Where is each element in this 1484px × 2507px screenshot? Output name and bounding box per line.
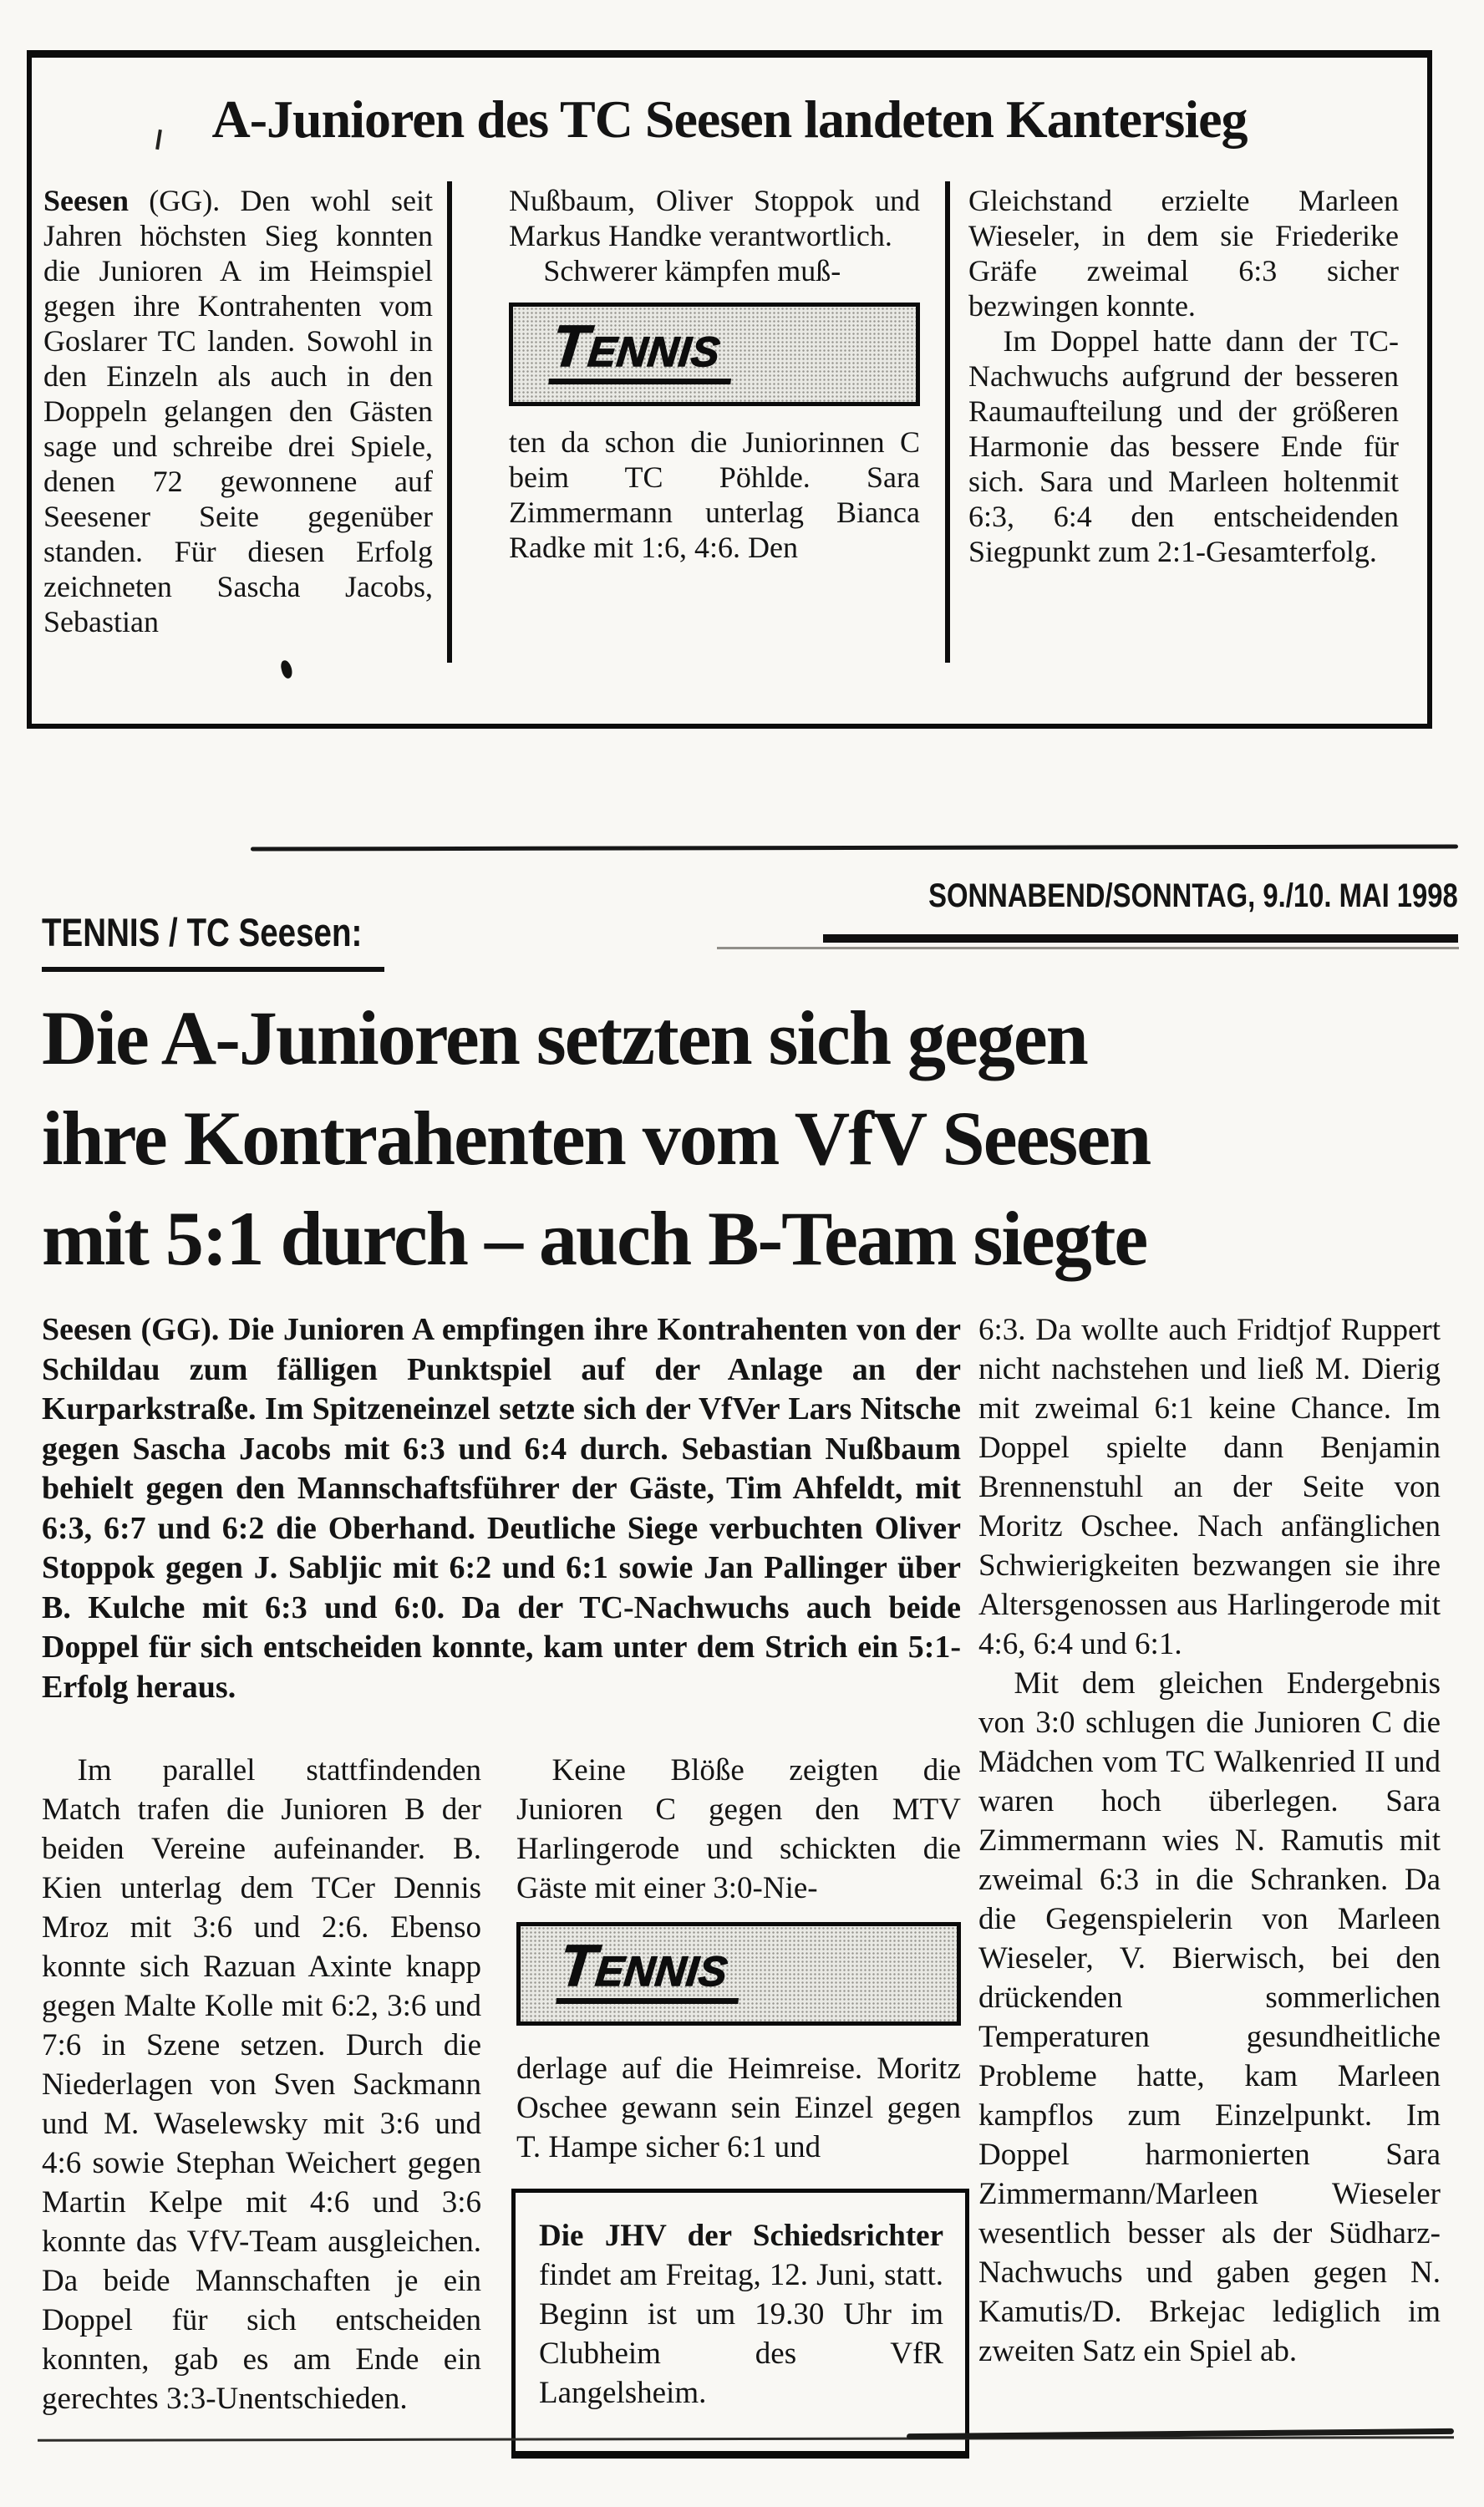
main-article-column-1 — [42, 1751, 481, 2418]
edition-date-text: SONNABEND/SONNTAG, 9./10. MAI 1998 — [928, 877, 1458, 914]
lead-text: (GG). Die Junioren A empfingen ihre Kontrahenten von der Schildau zum fälligen Punktspiel auf der Anlage an der Kurparkstraße. Im Spitzeneinzel setzte sich der VfVer Lars Nitsche gegen Sascha Jacobs mit 6:3 und 6:4 durch. Sebastian Nußbaum behielt gegen den Mannschaftsführer der Gäste, Tim Ahfeldt, mit 6:3, 6:7 und 6:2 die Oberhand. Deutliche Siege verbuchten Oliver Stoppok gegen J. Sabljic mit 6:2 und 6:1 sowie Jan Pallinger über B. Kulche mit 6:3 und 6:0. Da der TC-Nachwuchs auch beide Doppel für sich entscheiden konnte, kam unter dem Strich ein 5:1-Erfolg heraus. — [42, 1312, 961, 1705]
edition-date — [501, 876, 1458, 915]
tennis-logo-word: TENNIS — [556, 1945, 744, 2004]
kicker-underline — [42, 967, 384, 972]
top-article-column-3 — [968, 183, 1399, 569]
referee-meeting-notice-box — [511, 2189, 969, 2459]
paragraph: derlage auf die Heimreise. Moritz Oschee gewann sein Einzel gegen T. Hampe sicher 6:1 und — [516, 2052, 961, 2164]
lead-paragraph — [42, 1310, 961, 1707]
paragraph-text: (GG). Den wohl seit Jahren höchsten Sieg konnten die Junioren A im Heimspiel gegen ihre Kontrahenten vom Goslarer TC landen. Sowohl in den Einzeln als auch in den Doppeln gelangen den Gästen sage und schreibe drei Spiele, denen 72 gewonnene auf Seesener Seite gegenüber standen. Für diesen Erfolg zeichneten Sascha Jacobs, Sebastian — [43, 184, 433, 638]
main-headline-line-2: ihre Kontrahenten vom VfV Seesen — [42, 1096, 1151, 1181]
top-article-headline: A-Junioren des TC Seesen landeten Kantersieg — [211, 89, 1248, 149]
main-headline — [42, 988, 1446, 1289]
main-article-column-3 — [978, 1310, 1441, 2371]
dateline: Seesen — [43, 184, 129, 217]
tennis-section-logo — [516, 1922, 961, 2026]
kicker-club: / TC Seesen: — [160, 910, 363, 954]
top-article-column-2 — [509, 183, 920, 565]
column-divider — [945, 181, 950, 663]
main-headline-line-3: mit 5:1 durch – auch B-Team siegte — [42, 1196, 1147, 1281]
notice-text: findet am Freitag, 12. Juni, statt. Beginn ist um 19.30 Uhr im Clubheim des VfR Langelsheim. — [539, 2258, 943, 2410]
section-kicker — [42, 909, 433, 956]
paragraph — [43, 183, 433, 639]
paragraph: Im parallel stattfindenden Match trafen die Junioren B der beiden Vereine aufeinander. B. Kien unterlag dem TCer Dennis Mroz mit 3:6 und 2:6. Ebenso konnte sich Razuan Axinte knapp gegen Malte Kolle mit 6:2, 3:6 und 7:6 in Szene setzen. Durch die Niederlagen von Sven Sackmann und M. Waselewsky mit 3:6 und 4:6 sowie Stephan Weichert gegen Martin Kelpe mit 4:6 und 3:6 konnte das VfV-Team ausgleichen. Da beide Mannschaften je ein Doppel für sich entscheiden konnten, gab es am Ende ein gerechtes 3:3-Unentschieden. — [42, 1753, 481, 2416]
top-article-column-1 — [43, 183, 433, 639]
paragraph: Nußbaum, Oliver Stoppok und Markus Handke verantwortlich. — [509, 184, 920, 252]
paragraph: Gleichstand erzielte Marleen Wieseler, in dem sie Friederike Gräfe zweimal 6:3 sicher bezwingen konnte. — [968, 184, 1399, 323]
section-kicker-text — [42, 909, 362, 955]
top-article-box — [27, 50, 1432, 729]
kicker-section: TENNIS — [42, 910, 160, 954]
main-article-column-2 — [516, 1751, 961, 2459]
paragraph: Keine Blöße zeigten die Junioren C gegen den MTV Harlingerode und schickten die Gäste mit einer 3:0-Nie- — [516, 1753, 961, 1905]
paragraph: Mit dem gleichen Endergebnis von 3:0 schlugen die Junioren C die Mädchen vom TC Walkenried II und waren hoch überlegen. Sara Zimmermann wies N. Ramutis mit zweimal 6:3 in die Schranken. Da die Gegenspielerin von Marleen Wieseler, V. Bierwisch, bei den drückenden sommerlichen Temperaturen gesundheitliche Probleme hatte, kam Marleen kampflos zum Einzelpunkt. Im Doppel harmonierten Sara Zimmermann/Marleen Wieseler wesentlich besser als der Südharz-Nachwuchs und gaben gegen N. Kamutis/D. Brkejac lediglich im zweiten Satz ein Spiel ab. — [978, 1666, 1441, 2368]
paragraph: Schwerer kämpfen muß- — [543, 254, 841, 287]
horizontal-rule — [823, 934, 1458, 943]
main-headline-line-1: Die A-Junioren setzten sich gegen — [42, 995, 1087, 1081]
notice-paragraph — [539, 2216, 943, 2413]
horizontal-rule — [251, 844, 1458, 851]
notice-lead: Die JHV der Schiedsrichter — [539, 2219, 943, 2253]
paragraph: Im Doppel hatte dann der TC-Nachwuchs aufgrund der besseren Raumaufteilung und der größeren Harmonie das bessere Ende für sich. Sara und Marleen holtenmit 6:3, 6:4 den entscheidenden Siegpunkt zum 2:1-Gesamterfolg. — [968, 324, 1399, 568]
column-divider — [447, 181, 452, 663]
horizontal-rule-shadow — [717, 947, 1459, 949]
tennis-section-logo — [509, 303, 920, 406]
paragraph: 6:3. Da wollte auch Fridtjof Ruppert nicht nachstehen und ließ M. Dierig mit zweimal 6:1 keine Chance. Im Doppel spielte dann Benjamin Brennenstuhl an der Seite von Moritz Oschee. Nach anfänglichen Schwierigkeiten bezwangen sie ihre Altersgenossen aus Harlingerode mit 4:6, 6:4 und 6:1. — [978, 1313, 1441, 1661]
paragraph: ten da schon die Juniorinnen C beim TC Pöhlde. Sara Zimmermann unterlag Bianca Radke mit 1:6, 4:6. Den — [509, 425, 920, 564]
tennis-logo-word: TENNIS — [548, 325, 736, 384]
dateline: Seesen — [42, 1312, 132, 1347]
